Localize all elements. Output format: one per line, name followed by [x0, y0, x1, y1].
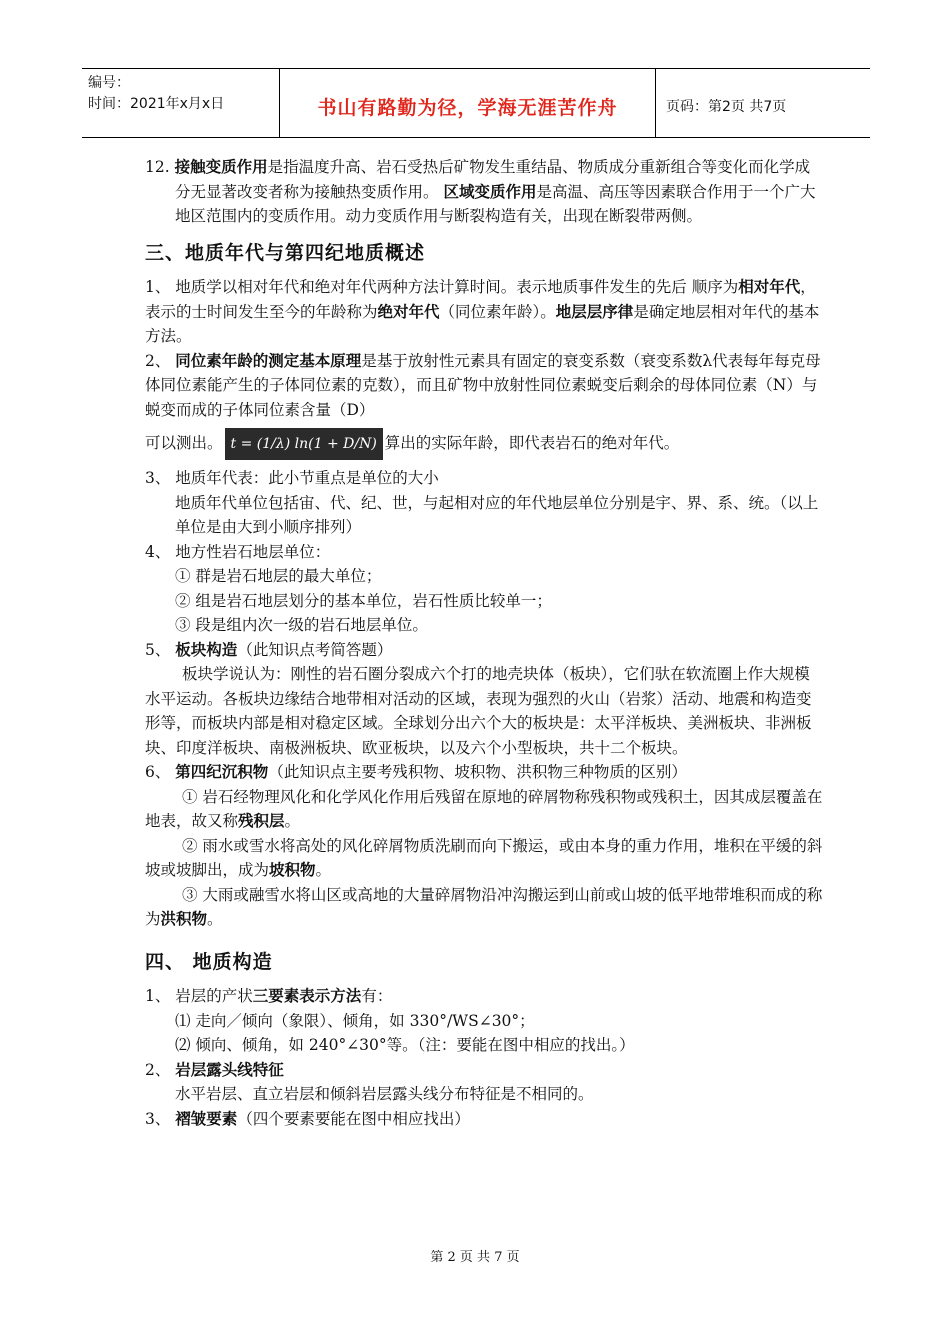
note: （此知识点主要考残积物、坡积物、洪积物三种物质的区别）	[268, 763, 687, 781]
item-number: 5、	[145, 640, 176, 659]
term-slope-deposit: 坡积物	[269, 860, 316, 879]
text: 可以测出。	[145, 434, 223, 452]
term-residual-layer: 残积层	[238, 811, 285, 830]
text: 是确定地层相对年代的基本方法。	[145, 302, 820, 345]
header-meta	[82, 69, 280, 137]
term-pluvial-deposit: 洪积物	[160, 909, 208, 928]
item-number: 3、	[145, 1109, 176, 1128]
list-item	[145, 834, 825, 883]
term-regional-metamorphism: 区域变质作用	[443, 181, 537, 201]
text: ，表示的士时间发生至今的年龄称为	[145, 278, 816, 321]
text: 有：	[361, 987, 393, 1005]
text: 是高温、高压等因素联合作用于一个广大地区范围内的变质作用。动力变质作用与断裂构造有关，出现在断裂带两侧。	[175, 182, 816, 225]
list-item: ③ 段是组内次一级的岩石地层单位。	[175, 616, 428, 634]
item-number: 6、	[145, 763, 176, 781]
list-item	[145, 785, 825, 834]
term-relative-age: 相对年代	[738, 277, 801, 296]
section-heading-4: 四、 地质构造	[145, 950, 273, 973]
list-item: ⑵ 倾向、倾角，如 240°∠30°等。（注：要能在图中相应的找出。）	[175, 1036, 635, 1054]
paragraph-3-1	[145, 275, 825, 349]
text: 。	[315, 861, 332, 879]
text: 是基于放射性元素具有固定的衰变系数（衰变系数λ代表每年每克母体同位素能产生的子体同位素的克数），而且矿物中放射性同位素蜕变后剩余的母体同位素（N）与蜕变而成的子体同位素含量（D）	[145, 351, 821, 419]
paragraph-3-2-cont	[145, 428, 825, 460]
paragraph-4-2-body: 水平岩层、直立岩层和倾斜岩层露头线分布特征是不相同的。	[175, 1085, 594, 1103]
term-stratigraphic-law: 地层层序律	[555, 301, 634, 321]
text: ② 雨水或雪水将高处的风化碎屑物质洗刷而向下搬运，或由本身的重力作用，堆积在平缓的斜坡或坡脚出，成为	[145, 836, 823, 879]
paragraph-3-3-title: 3、 地质年代表：此小节重点是单位的大小	[145, 469, 439, 487]
list-item: ② 组是岩石地层划分的基本单位，岩石性质比较单一；	[175, 591, 552, 610]
page-header	[82, 68, 870, 138]
list-item	[145, 883, 825, 932]
paragraph-4-1	[145, 984, 825, 1009]
term-attitude-elements: 三要素表示方法	[252, 986, 362, 1005]
text: 。	[284, 812, 301, 830]
text: ③ 大雨或融雪水将山区或高地的大量碎屑物沿冲沟搬运到山前或山坡的低平地带堆积而成的称为	[145, 885, 823, 928]
term-quaternary-deposits: 第四纪沉积物	[175, 762, 269, 781]
note: （此知识点考简答题）	[237, 640, 393, 659]
paragraph-12	[145, 155, 825, 229]
paragraph-3-5-title	[145, 638, 825, 663]
list-item: ⑴ 走向／倾向（象限）、倾角，如 330°/WS∠30°；	[175, 1011, 535, 1030]
term-outcrop-line: 岩层露头线特征	[175, 1059, 284, 1079]
paragraph-3-6-title	[145, 760, 825, 785]
term-absolute-age: 绝对年代	[377, 301, 440, 321]
text: 1、 地质学以相对年代和绝对年代两种方法计算时间。表示地质事件发生的先后 顺序为	[145, 278, 739, 296]
text: 2、	[145, 351, 176, 370]
text: 算出的实际年龄，即代表岩石的绝对年代。	[384, 434, 680, 452]
term-fold-elements: 褶皱要素	[175, 1108, 238, 1128]
paragraph-4-2	[145, 1058, 825, 1083]
note: （四个要素要能在图中相应找出）	[237, 1109, 470, 1128]
text: （同位素年龄）。	[439, 302, 556, 321]
header-page-code: 页码：第2页 共7页	[666, 99, 787, 115]
header-time: 时间：2021年x月x日	[88, 96, 225, 112]
text: ① 岩石经物理风化和化学风化作用后残留在原地的碎屑物称残积物或残积土，因其成层覆盖在地表，故又称	[145, 787, 823, 830]
header-motto-cell	[280, 69, 656, 137]
header-number: 编号：	[88, 75, 130, 91]
item-number: 2、	[145, 1060, 176, 1079]
item-number: 12.	[145, 158, 170, 176]
term-contact-metamorphism: 接触变质作用	[174, 157, 268, 176]
text: 。	[207, 910, 223, 928]
document-body	[145, 155, 825, 1131]
header-motto: 书山有路勤为径，学海无涯苦作舟	[317, 96, 618, 119]
paragraph-3-3-body: 地质年代单位包括宙、代、纪、世，与起相对应的年代地层单位分别是宇、界、系、统。（以上单位是由大到小顺序排列）	[175, 493, 819, 536]
paragraph-4-3	[145, 1107, 825, 1132]
term-plate-tectonics: 板块构造	[175, 639, 238, 659]
list-item: ① 群是岩石地层的最大单位；	[175, 567, 382, 585]
page-footer: 第 2 页 共 7 页	[430, 1250, 520, 1265]
formula-image: t = (1/λ) ln(1 + D/N)	[225, 428, 383, 460]
paragraph-3-2	[145, 349, 825, 423]
text: 1、 岩层的产状	[145, 987, 253, 1005]
paragraph-3-5-body: 板块学说认为：刚性的岩石圈分裂成六个打的地壳块体（板块），它们驮在软流圈上作大规模水平运动。各板块边缘结合地带相对活动的区域，表现为强烈的火山（岩浆）活动、地震和构造变形等，而板块内部是相对稳定区域。全球划分出六个大的板块是：太平洋板块、美洲板块、非洲板块、印度洋板块、南极洲板块、欧亚板块，以及六个小型板块，共十二个板块。	[145, 665, 812, 757]
section-heading-3: 三、地质年代与第四纪地质概述	[145, 241, 426, 264]
text: 是指温度升高、岩石受热后矿物发生重结晶、物质成分重新组合等变化而化学成分无显著改变者称为接触热变质作用。	[175, 158, 811, 201]
term-isotope-dating-principle: 同位素年龄的测定基本原理	[175, 350, 362, 370]
paragraph-3-4-title: 4、 地方性岩石地层单位：	[145, 542, 331, 561]
